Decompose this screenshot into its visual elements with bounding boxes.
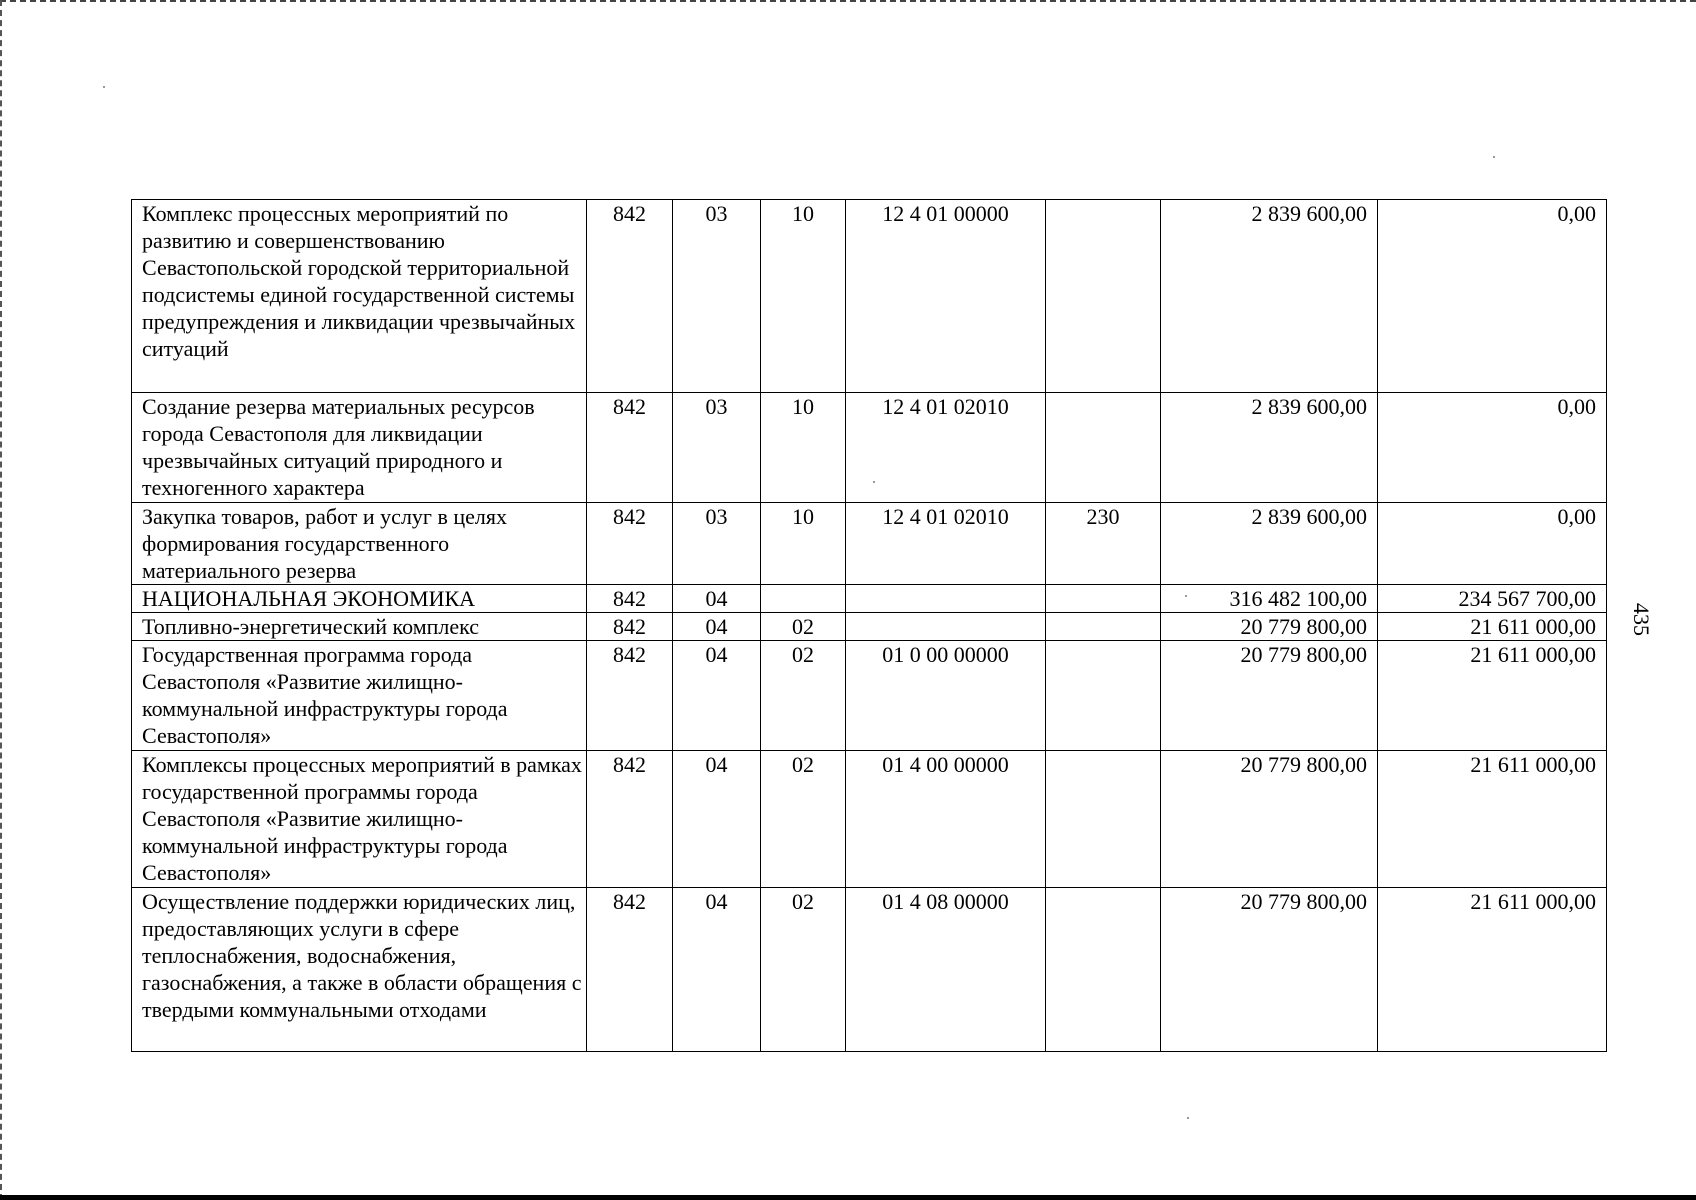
table-row <box>132 751 1607 888</box>
row-amount-2: 21 611 000,00 <box>1378 641 1607 751</box>
row-name: НАЦИОНАЛЬНАЯ ЭКОНОМИКА <box>132 585 587 613</box>
row-amount-1: 2 839 600,00 <box>1161 393 1378 503</box>
row-subsection: 02 <box>761 888 846 1052</box>
row-expense-type <box>1046 393 1161 503</box>
row-target-article: 12 4 01 02010 <box>846 393 1046 503</box>
row-section: 03 <box>673 503 761 585</box>
row-grbs: 842 <box>587 751 673 888</box>
table-row <box>132 200 1607 393</box>
row-amount-1: 20 779 800,00 <box>1161 751 1378 888</box>
row-name: Создание резерва материальных ресурсов города Севастополя для ликвидации чрезвычайных ситуаций природного и техногенного характера <box>132 393 587 503</box>
table-row <box>132 585 1607 613</box>
row-name: Государственная программа города Севастополя «Развитие жилищно-коммунальной инфраструктуры города Севастополя» <box>132 641 587 751</box>
row-amount-2: 234 567 700,00 <box>1378 585 1607 613</box>
row-section: 04 <box>673 751 761 888</box>
row-subsection: 02 <box>761 613 846 641</box>
row-target-article: 12 4 01 02010 <box>846 503 1046 585</box>
row-expense-type <box>1046 751 1161 888</box>
row-amount-2: 21 611 000,00 <box>1378 751 1607 888</box>
row-subsection: 10 <box>761 200 846 393</box>
row-amount-1: 316 482 100,00 <box>1161 585 1378 613</box>
row-section: 03 <box>673 200 761 393</box>
row-name: Осуществление поддержки юридических лиц, предоставляющих услуги в сфере теплоснабжения, водоснабжения, газоснабжения, а также в области обращения с твердыми коммунальными отходами <box>132 888 587 1052</box>
row-section: 04 <box>673 585 761 613</box>
row-section: 04 <box>673 888 761 1052</box>
row-expense-type <box>1046 641 1161 751</box>
row-amount-2: 0,00 <box>1378 503 1607 585</box>
row-expense-type: 230 <box>1046 503 1161 585</box>
row-expense-type <box>1046 613 1161 641</box>
row-expense-type <box>1046 200 1161 393</box>
row-grbs: 842 <box>587 585 673 613</box>
scan-edge-left <box>0 0 2 1200</box>
row-grbs: 842 <box>587 200 673 393</box>
row-grbs: 842 <box>587 888 673 1052</box>
row-amount-2: 21 611 000,00 <box>1378 888 1607 1052</box>
budget-table <box>131 199 1607 1052</box>
row-subsection: 10 <box>761 393 846 503</box>
row-expense-type <box>1046 888 1161 1052</box>
row-amount-1: 20 779 800,00 <box>1161 613 1378 641</box>
row-target-article: 01 0 00 00000 <box>846 641 1046 751</box>
row-amount-1: 20 779 800,00 <box>1161 641 1378 751</box>
page-number: 435 <box>1629 603 1654 636</box>
table-row <box>132 613 1607 641</box>
row-grbs: 842 <box>587 503 673 585</box>
row-section: 03 <box>673 393 761 503</box>
scan-edge-top <box>0 0 1696 2</box>
row-amount-2: 0,00 <box>1378 393 1607 503</box>
row-section: 04 <box>673 641 761 751</box>
table-row <box>132 888 1607 1052</box>
row-target-article: 01 4 00 00000 <box>846 751 1046 888</box>
row-target-article: 01 4 08 00000 <box>846 888 1046 1052</box>
row-amount-1: 2 839 600,00 <box>1161 200 1378 393</box>
row-amount-2: 0,00 <box>1378 200 1607 393</box>
scan-edge-bottom <box>0 1195 1696 1200</box>
row-amount-1: 20 779 800,00 <box>1161 888 1378 1052</box>
row-amount-2: 21 611 000,00 <box>1378 613 1607 641</box>
row-subsection: 02 <box>761 751 846 888</box>
row-grbs: 842 <box>587 641 673 751</box>
row-section: 04 <box>673 613 761 641</box>
row-subsection: 02 <box>761 641 846 751</box>
row-name: Комплексы процессных мероприятий в рамках государственной программы города Севастополя «Развитие жилищно-коммунальной инфраструктуры города Севастополя» <box>132 751 587 888</box>
scan-speck <box>1187 1117 1189 1119</box>
scan-speck <box>103 86 105 88</box>
scan-speck <box>1493 156 1495 158</box>
row-subsection <box>761 585 846 613</box>
row-name: Закупка товаров, работ и услуг в целях формирования государственного материального резерва <box>132 503 587 585</box>
row-grbs: 842 <box>587 613 673 641</box>
row-expense-type <box>1046 585 1161 613</box>
row-subsection: 10 <box>761 503 846 585</box>
row-grbs: 842 <box>587 393 673 503</box>
table-row <box>132 503 1607 585</box>
row-name: Комплекс процессных мероприятий по развитию и совершенствованию Севастопольской городской территориальной подсистемы единой государственной системы предупреждения и ликвидации чрезвычайных ситуаций <box>132 200 587 393</box>
row-target-article <box>846 585 1046 613</box>
row-target-article: 12 4 01 00000 <box>846 200 1046 393</box>
row-amount-1: 2 839 600,00 <box>1161 503 1378 585</box>
row-target-article <box>846 613 1046 641</box>
table-row <box>132 641 1607 751</box>
row-name: Топливно-энергетический комплекс <box>132 613 587 641</box>
table-row <box>132 393 1607 503</box>
